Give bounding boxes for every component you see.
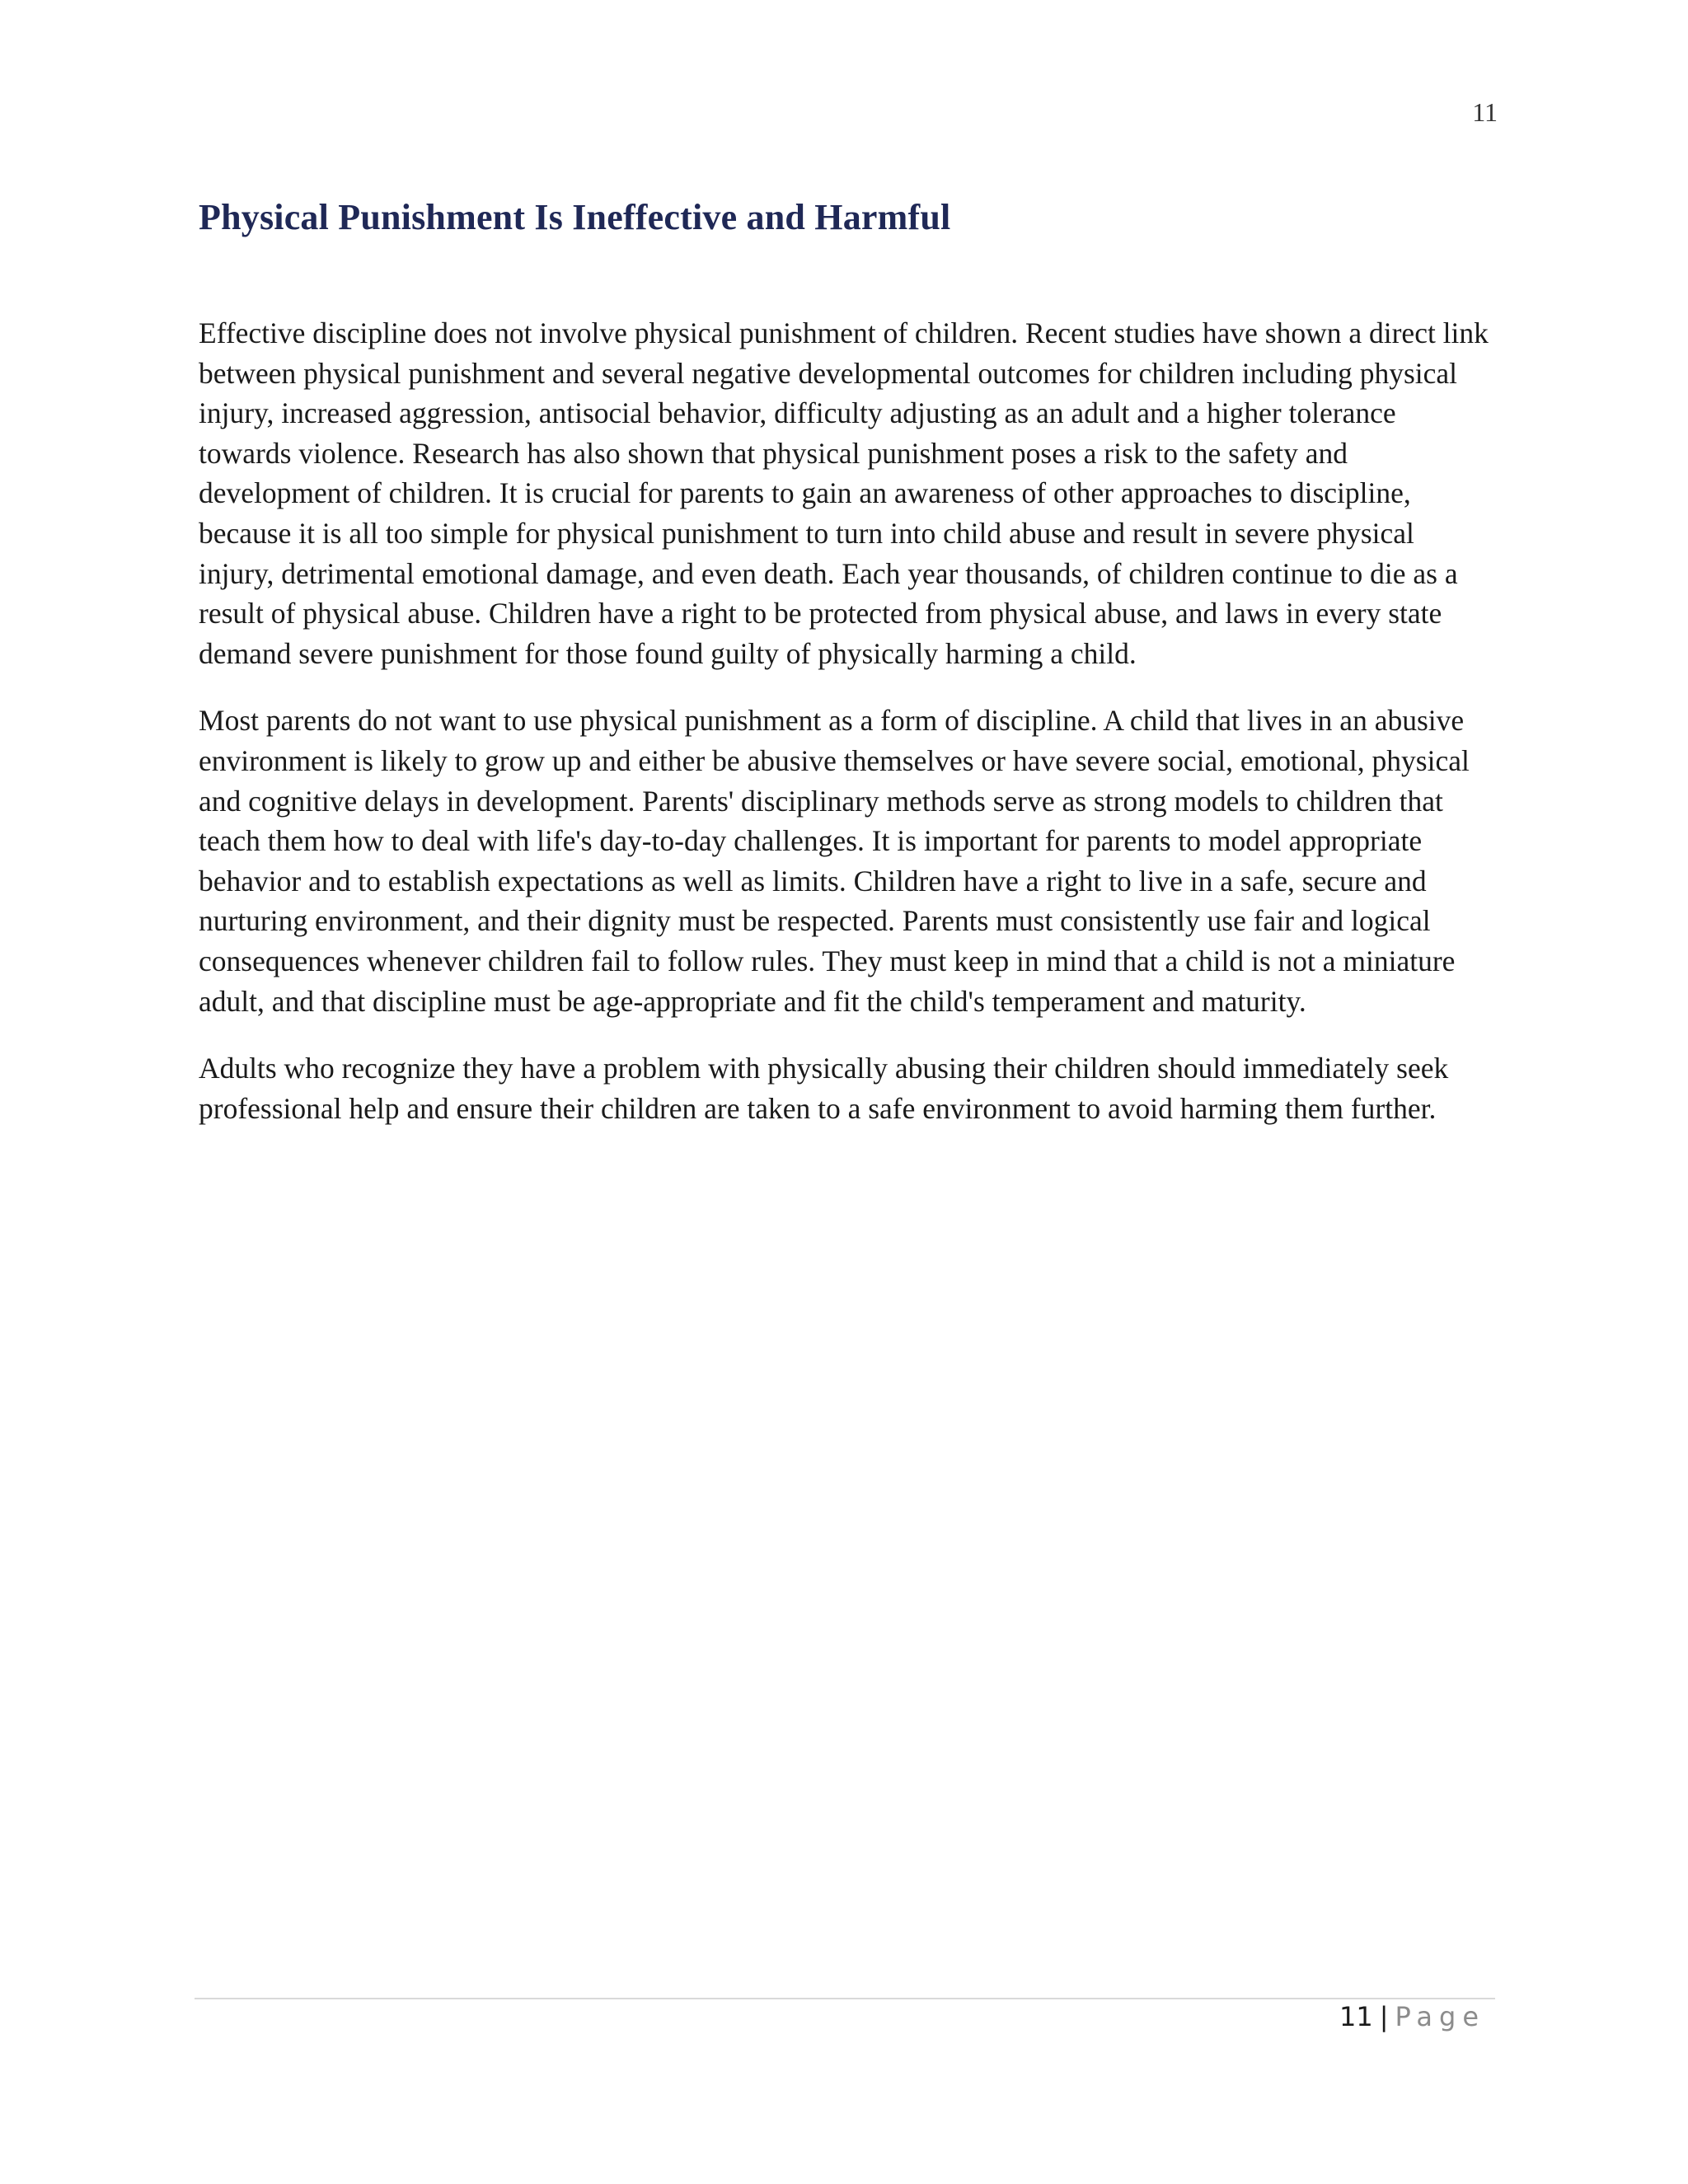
footer-page-number: 11 [1339, 2001, 1373, 2032]
footer-separator: | [1379, 2001, 1389, 2032]
header-page-number: 11 [1472, 97, 1498, 127]
footer-divider [195, 1998, 1495, 1999]
paragraph-3: Adults who recognize they have a problem with physically abusing their children should immediately seek professional help and ensure their children are taken to a safe environment to avoid harming them further. [199, 1052, 1449, 1125]
section-heading: Physical Punishment Is Ineffective and Harmful [199, 197, 951, 237]
body-text [199, 313, 1494, 1155]
paragraph-2: Most parents do not want to use physical punishment as a form of discipline. A child that lives in an abusive environment is likely to grow up and either be abusive themselves or have severe social, emotional, physical and cognitive delays in development. Parents' disciplinary methods serve as strong models to children that teach them how to deal with life's day-to-day challenges. It is important for parents to model appropriate behavior and to establish expectations as well as limits. Children have a right to live in a safe, secure and nurturing environment, and their dignity must be respected. Parents must consistently use fair and logical consequences whenever children fail to follow rules. They must keep in mind that a child is not a miniature adult, and that discipline must be age-appropriate and fit the child's temperament and maturity. [199, 704, 1470, 1018]
paragraph-1: Effective discipline does not involve physical punishment of children. Recent studies have shown a direct link between physical punishment and several negative developmental outcomes for children including physical injury, increased aggression, antisocial behavior, difficulty adjusting as an adult and a higher tolerance towards violence. Research has also shown that physical punishment poses a risk to the safety and development of children. It is crucial for parents to gain an awareness of other approaches to discipline, because it is all too simple for physical punishment to turn into child abuse and result in severe physical injury, detrimental emotional damage, and even death. Each year thousands, of children continue to die as a result of physical abuse. Children have a right to be protected from physical abuse, and laws in every state demand severe punishment for those found guilty of physically harming a child. [199, 316, 1489, 670]
footer-page-label: Page [1395, 2001, 1485, 2032]
footer-page-indicator [1339, 2001, 1485, 2032]
